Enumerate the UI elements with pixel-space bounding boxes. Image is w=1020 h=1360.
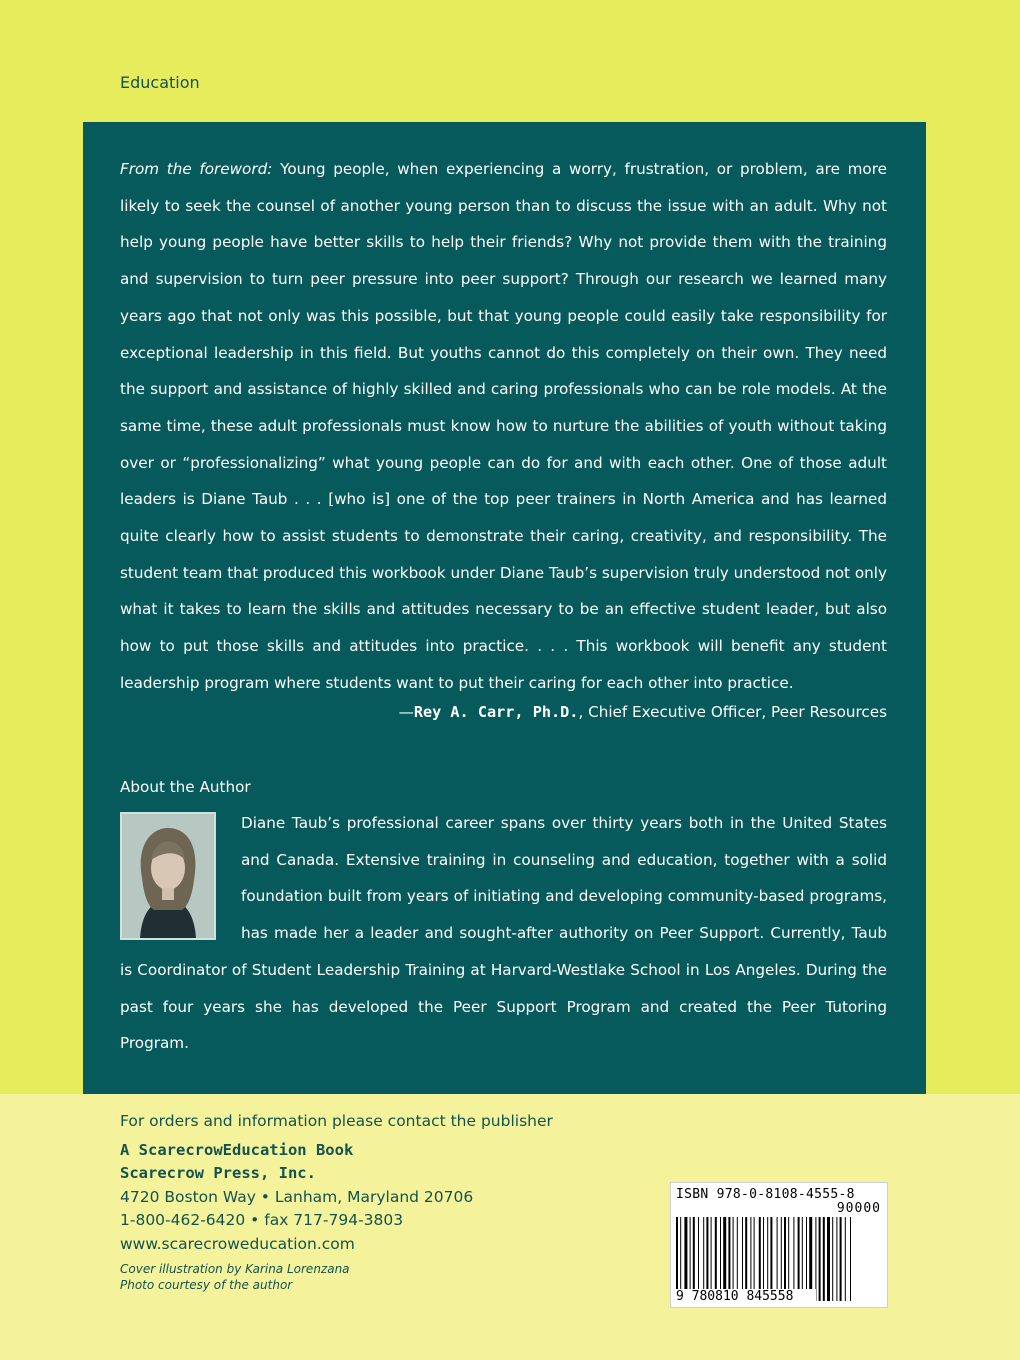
publisher-phone: 1-800-462-6420 • fax 717-794-3803: [120, 1211, 404, 1229]
content-panel: [83, 122, 926, 1094]
barcode-stripe: [845, 1217, 846, 1301]
price-addon-code: 90000: [836, 1201, 881, 1216]
attribution-dash: —: [398, 703, 414, 721]
category-label: Education: [120, 73, 200, 92]
foreword-quote: [120, 151, 887, 702]
barcode-stripe: [840, 1217, 842, 1301]
isbn-barcode: [670, 1182, 888, 1308]
cover-credit: Cover illustration by Karina Lorenzana: [120, 1262, 350, 1276]
quote-attribution: [399, 697, 887, 727]
about-author-heading: About the Author: [120, 778, 251, 796]
barcode-stripe: [832, 1217, 833, 1301]
publisher-website: www.scarecroweducation.com: [120, 1235, 355, 1253]
photo-spacer: [120, 805, 241, 951]
foreword-text: Young people, when experiencing a worry, frustration, or problem, are more likely to seek the counsel of another young person than to discuss the issue with an adult. Why not help young people have better skills to help their friends? Why not provide them with the training and supervision to turn peer pressure into peer support? Through our research we learned many years ago that not only was this possible, but that young people could easily take responsibility for exceptional leadership in this field. But youths cannot do this completely on their own. They need the support and assistance of highly skilled and caring professionals who can be role models. At the same time, these adult professionals must know how to nurture the abilities of youth without taking over or “professionalizing” what young people can do for and with each other. One of those adult leaders is Diane Taub . . . [who is] one of the top peer trainers in North America and has learned quite clearly how to assist students to demonstrate their caring, creativity, and responsibility. The student team that produced this workbook under Diane Taub’s supervision truly understood not only what it takes to learn the skills and attitudes necessary to be an effective student leader, but also how to put those skills and attitudes into practice. . . . This workbook will benefit any student leadership program where students want to put their caring for each other into practice.: [120, 160, 887, 692]
foreword-lead: From the foreword:: [120, 160, 273, 178]
author-bio: [120, 805, 887, 1062]
barcode-stripe: [836, 1217, 837, 1301]
barcode-stripe: [827, 1217, 830, 1301]
photo-credit: Photo courtesy of the author: [120, 1278, 293, 1292]
publisher-name: Scarecrow Press, Inc.: [120, 1164, 316, 1182]
attribution-role: , Chief Executive Officer, Peer Resources: [578, 703, 887, 721]
publisher-address: 4720 Boston Way • Lanham, Maryland 20706: [120, 1188, 474, 1206]
barcode-stripe: [819, 1217, 821, 1301]
barcode-stripe: [823, 1217, 825, 1301]
barcode-stripe: [850, 1217, 851, 1301]
publisher-contact-line: For orders and information please contact the publisher: [120, 1112, 553, 1130]
publisher-footer: [0, 1094, 1020, 1360]
barcode-number: 9 780810 845558: [674, 1289, 816, 1304]
attribution-name: Rey A. Carr, Ph.D.: [413, 703, 579, 721]
isbn-text: ISBN 978-0-8108-4555-8: [676, 1187, 855, 1202]
author-bio-text: Diane Taub’s professional career spans over thirty years both in the United States and Canada. Extensive training in counseling and education, together with a solid foundation built from years of initiating and developing community-based programs, has made her a leader and sought-after authority on Peer Support. Currently, Taub is Coordinator of Student Leadership Training at Harvard-Westlake School in Los Angeles. During the past four years she has developed the Peer Support Program and created the Peer Tutoring Program.: [120, 814, 887, 1053]
publisher-imprint: A ScarecrowEducation Book: [120, 1141, 354, 1159]
